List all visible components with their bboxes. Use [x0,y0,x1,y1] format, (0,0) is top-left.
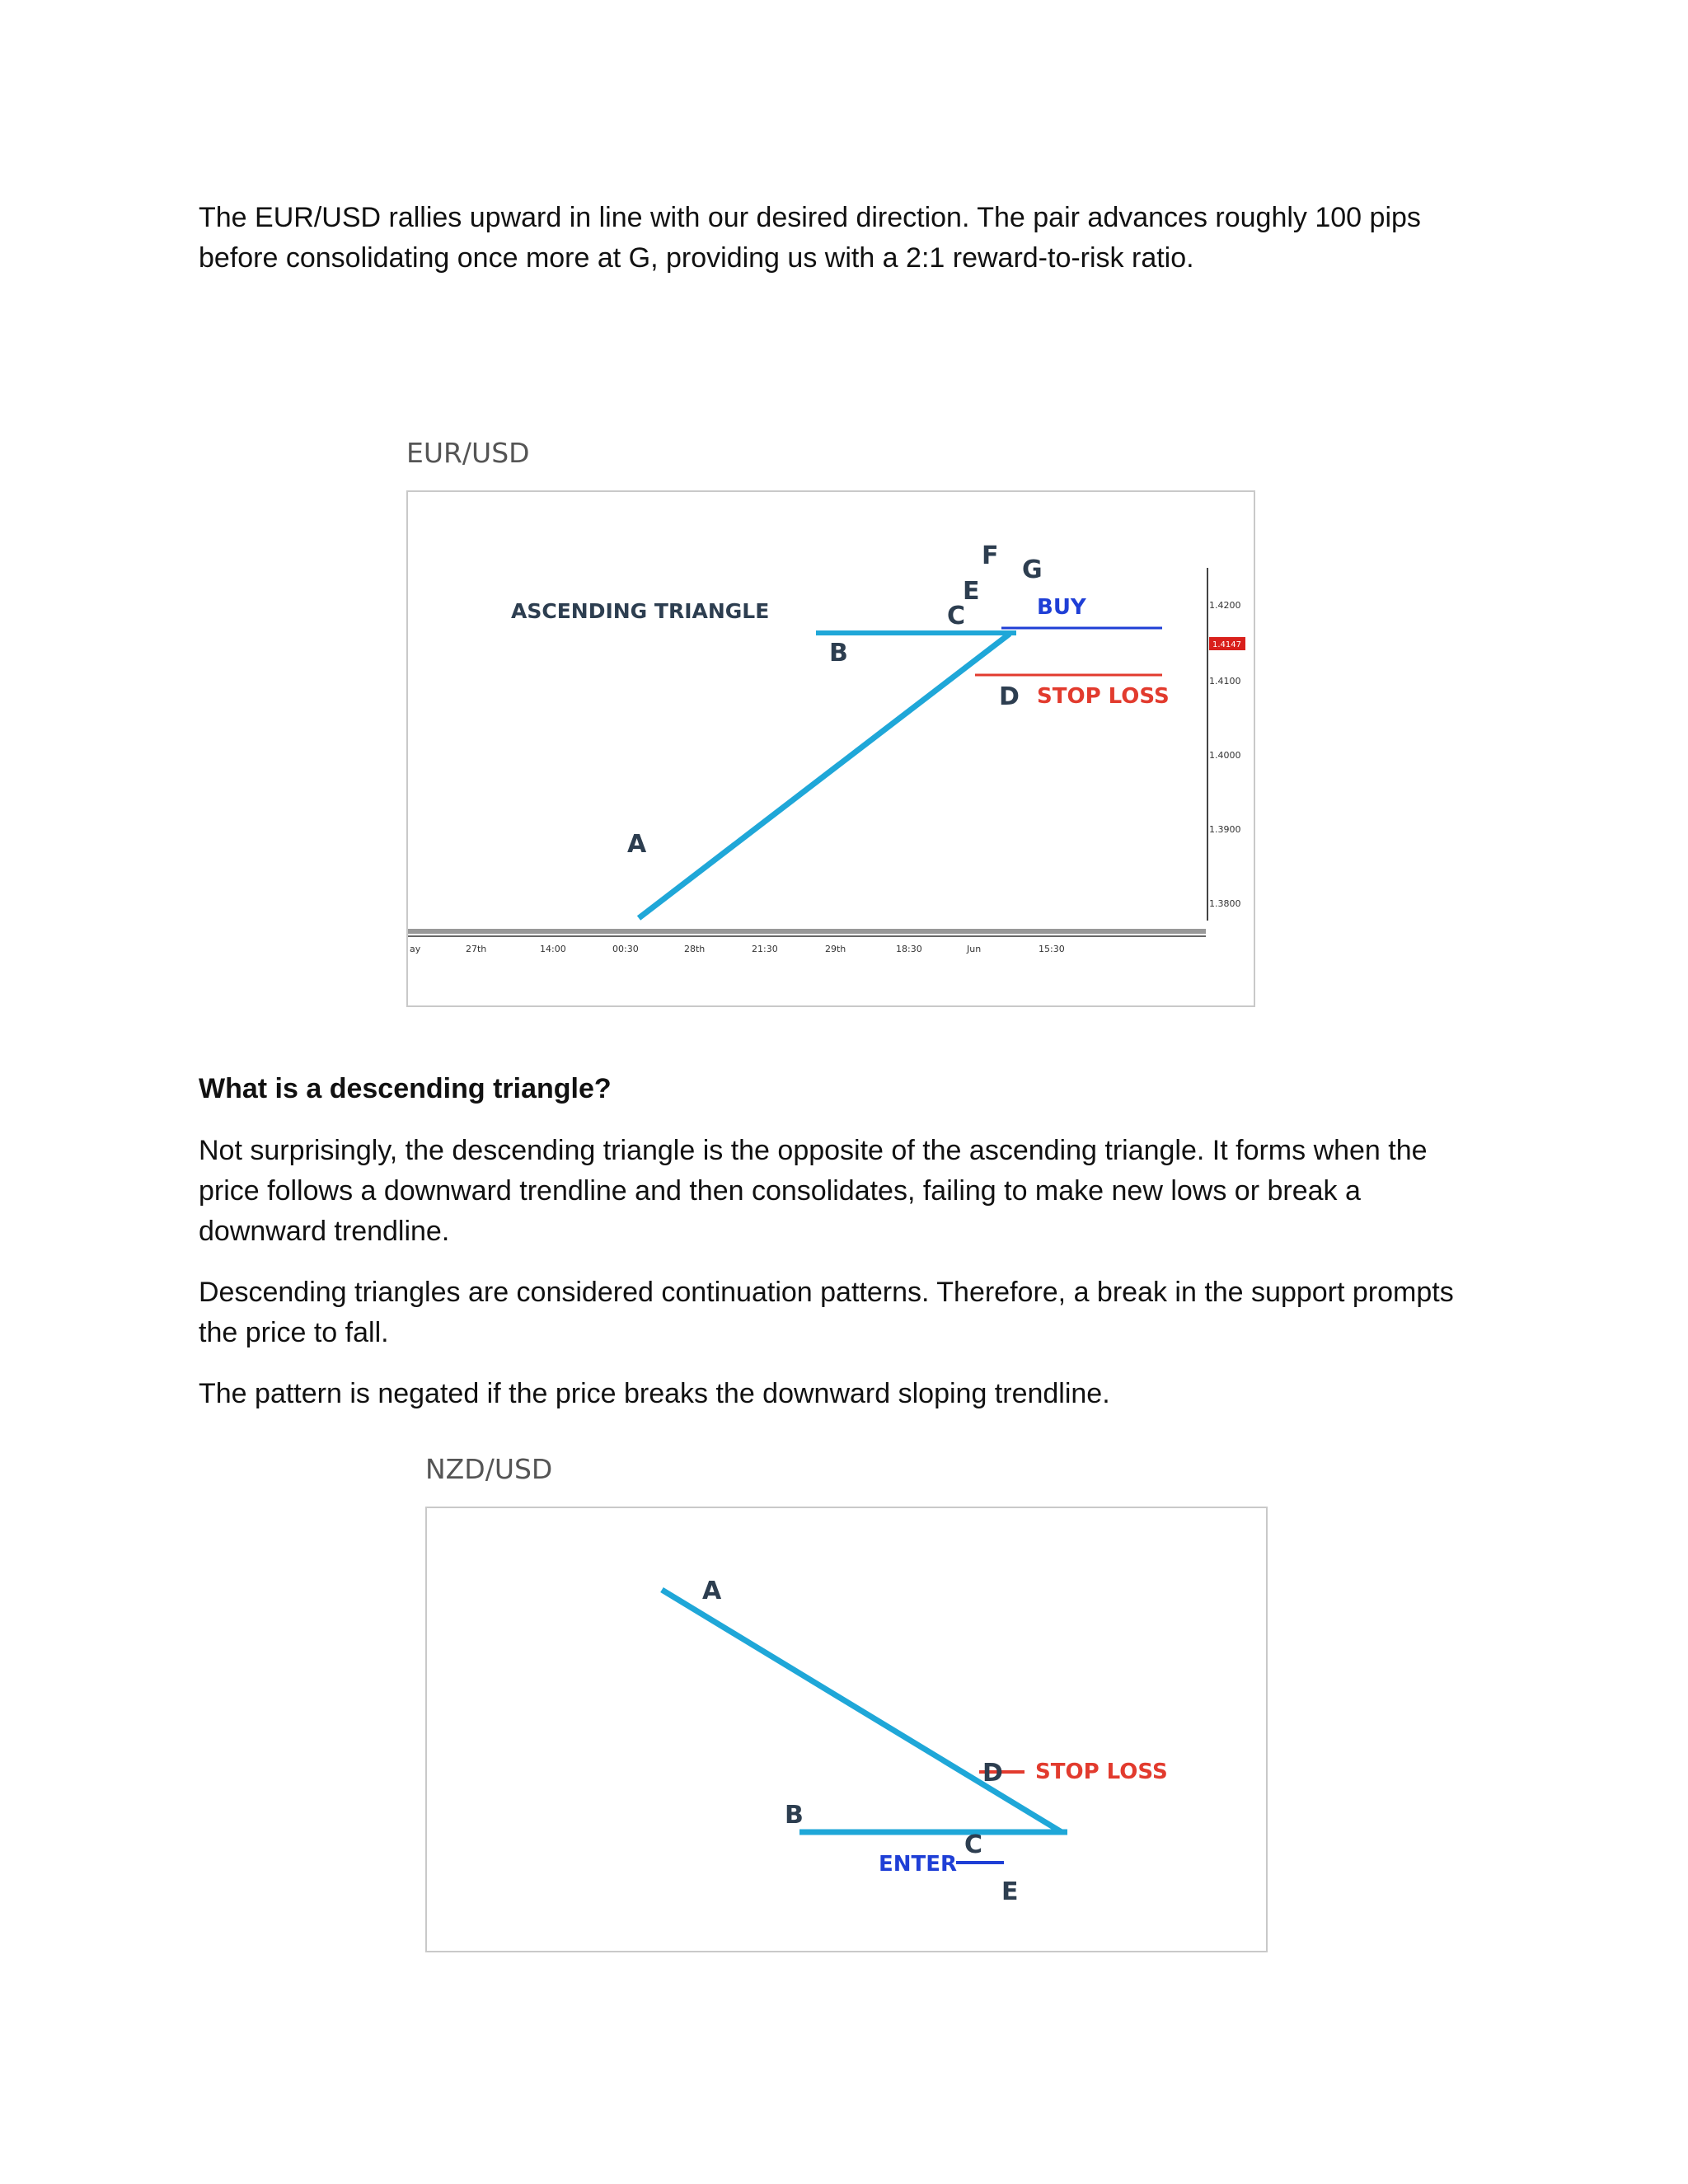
point-label-e: E [1001,1877,1019,1906]
buy-label: BUY [1037,595,1086,620]
nzdusd-chart-figure [425,1507,1268,1952]
point-label-g: G [1022,555,1043,584]
eurusd-chart-svg [408,492,1254,1005]
point-label-d: D [999,682,1020,711]
paragraph-3: The pattern is negated if the price breaks the downward sloping trendline. [199,1378,1110,1409]
stop-loss-label: STOP LOSS [1037,684,1170,709]
time-tick: 15:30 [1039,944,1065,954]
nzdusd-chart-svg [427,1508,1266,1951]
price-tick: 1.4000 [1209,750,1241,761]
point-label-a: A [702,1577,722,1605]
section-heading: What is a descending triangle? [199,1073,612,1104]
point-label-f: F [982,541,999,570]
point-label-b: B [829,639,848,668]
eurusd-chart-figure [406,490,1255,1007]
current-price-tag: 1.4147 [1212,640,1241,649]
price-tick: 1.4200 [1209,600,1241,611]
stop-loss-label: STOP LOSS [1035,1760,1168,1784]
descending-resistance-trendline [662,1590,1062,1832]
time-tick: Jun [967,944,982,954]
point-label-c: C [947,602,966,630]
time-tick: 27th [466,944,487,954]
time-tick: ay [410,944,421,954]
pattern-label: ASCENDING TRIANGLE [511,599,770,623]
paragraph-2: Descending triangles are considered continuation patterns. Therefore, a break in the support prompts the price to fall. [199,1277,1454,1348]
figure1-title: EUR/USD [406,437,530,469]
price-tick: 1.4100 [1209,676,1241,687]
time-tick: 21:30 [752,944,778,954]
time-tick: 14:00 [540,944,566,954]
time-tick: 00:30 [612,944,639,954]
paragraph-1: Not surprisingly, the descending triangle is the opposite of the ascending triangle. It forms when the price follows a downward trendline and then consolidates, failing to make new lows or break a downward trendline. [199,1135,1428,1247]
point-label-c: C [964,1830,983,1859]
point-label-e: E [963,577,980,606]
point-label-d: D [982,1759,1003,1788]
price-tick: 1.3900 [1209,824,1241,835]
time-tick: 28th [684,944,706,954]
time-tick: 18:30 [896,944,922,954]
ascending-support-trendline [639,634,1010,918]
intro-paragraph: The EUR/USD rallies upward in line with our desired direction. The pair advances roughly 100 pips before consolidating once more at G, providing us with a 2:1 reward-to-risk ratio. [199,202,1421,274]
point-label-b: B [785,1801,804,1830]
enter-label: ENTER [879,1852,958,1877]
figure2-title: NZD/USD [425,1453,553,1485]
price-tick: 1.3800 [1209,898,1241,909]
point-label-a: A [627,830,647,859]
time-tick: 29th [825,944,846,954]
